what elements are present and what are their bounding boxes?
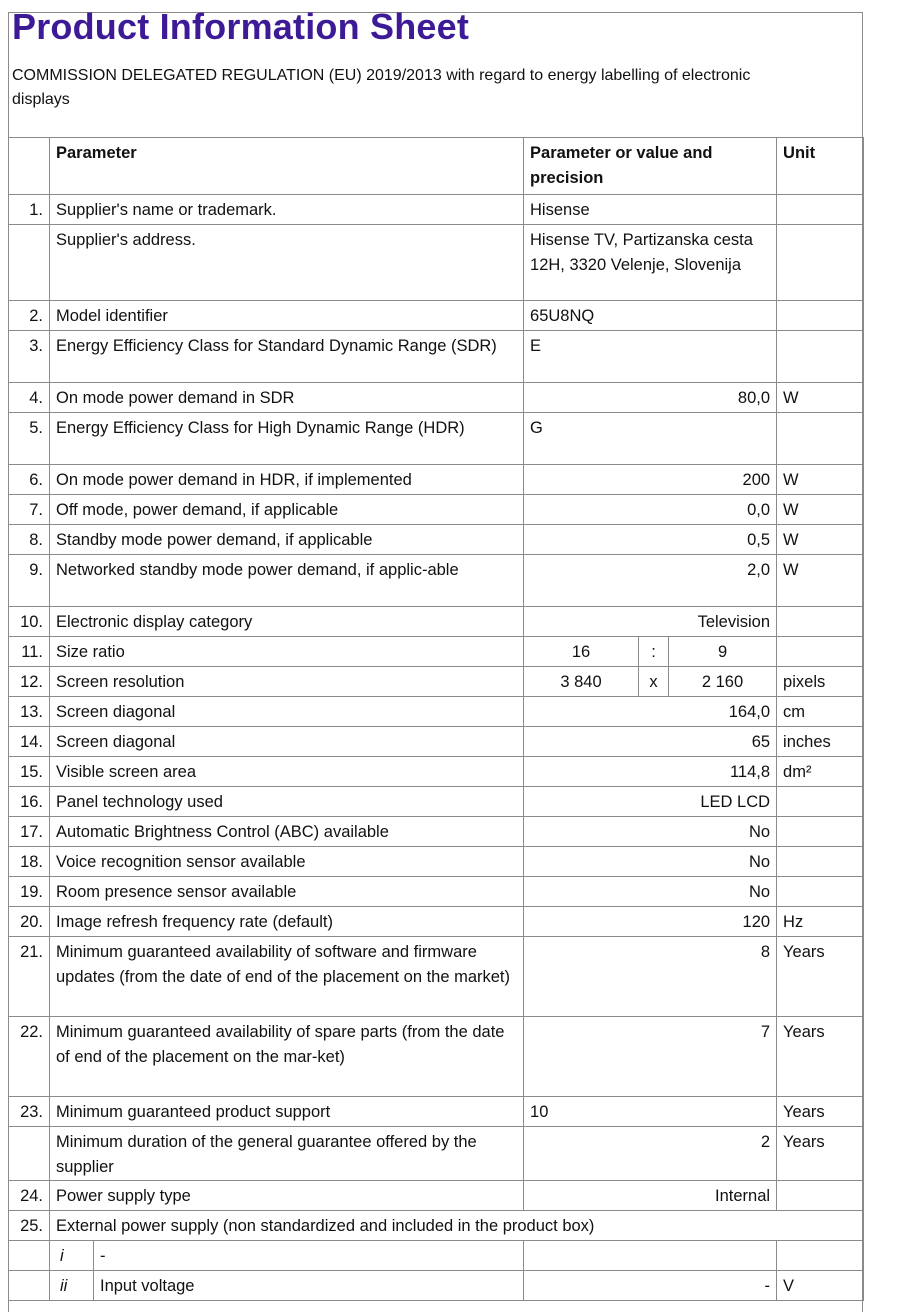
row-unit: inches — [777, 727, 864, 757]
row-parameter: On mode power demand in HDR, if implemented — [50, 465, 524, 495]
row-unit — [777, 1181, 864, 1211]
row-value: Hisense TV, Partizanska cesta 12H, 3320 Velenje, Slovenija — [524, 225, 777, 301]
row-parameter: Supplier's name or trademark. — [50, 195, 524, 225]
row-unit — [777, 413, 864, 465]
row-value: 65U8NQ — [524, 301, 777, 331]
row-parameter: Screen resolution — [50, 667, 524, 697]
row-value: 7 — [524, 1017, 777, 1097]
row-unit: Years — [777, 937, 864, 1017]
subrow-unit: V — [777, 1271, 864, 1301]
row-parameter: Energy Efficiency Class for Standard Dynamic Range (SDR) — [50, 331, 524, 383]
table-row — [9, 525, 864, 555]
table-subrow — [9, 1271, 864, 1301]
table-row — [9, 331, 864, 383]
row-number: 11. — [9, 637, 50, 667]
subrow-parameter: Input voltage — [94, 1271, 524, 1301]
row-number: 24. — [9, 1181, 50, 1211]
table-row — [9, 465, 864, 495]
row-number: 13. — [9, 697, 50, 727]
row-unit: Years — [777, 1127, 864, 1181]
row-parameter: Standby mode power demand, if applicable — [50, 525, 524, 555]
row-unit: cm — [777, 697, 864, 727]
table-row — [9, 907, 864, 937]
table-row — [9, 607, 864, 637]
table-row — [9, 383, 864, 413]
row-number: 15. — [9, 757, 50, 787]
table-header-row — [9, 138, 864, 195]
row-unit — [777, 637, 864, 667]
row-value: Hisense — [524, 195, 777, 225]
row-number: 17. — [9, 817, 50, 847]
row-number: 2. — [9, 301, 50, 331]
row-unit: W — [777, 555, 864, 607]
row-number: 1. — [9, 195, 50, 225]
row-parameter: Room presence sensor available — [50, 877, 524, 907]
row-parameter: On mode power demand in SDR — [50, 383, 524, 413]
row-unit: W — [777, 465, 864, 495]
row-parameter: Image refresh frequency rate (default) — [50, 907, 524, 937]
row-value: 200 — [524, 465, 777, 495]
row-number: 18. — [9, 847, 50, 877]
row-number: 20. — [9, 907, 50, 937]
row-parameter: Supplier's address. — [50, 225, 524, 301]
row-parameter: Automatic Brightness Control (ABC) available — [50, 817, 524, 847]
row-unit — [777, 195, 864, 225]
table-row — [9, 301, 864, 331]
row-value: 10 — [524, 1097, 777, 1127]
row-parameter: Screen diagonal — [50, 727, 524, 757]
row-number: 5. — [9, 413, 50, 465]
row-unit — [777, 847, 864, 877]
row-value: 2,0 — [524, 555, 777, 607]
row-number: 3. — [9, 331, 50, 383]
regulation-subtitle: COMMISSION DELEGATED REGULATION (EU) 2019/2013 with regard to energy labelling of electronic displays — [12, 67, 751, 108]
subrow-roman: i — [50, 1241, 94, 1271]
row-value-separator: : — [639, 637, 669, 667]
row-parameter: Electronic display category — [50, 607, 524, 637]
row-parameter: Size ratio — [50, 637, 524, 667]
row-value: 80,0 — [524, 383, 777, 413]
row-value: 114,8 — [524, 757, 777, 787]
row-unit: W — [777, 525, 864, 555]
row-parameter: Visible screen area — [50, 757, 524, 787]
row-unit — [777, 787, 864, 817]
row-parameter: Model identifier — [50, 301, 524, 331]
table-subrow — [9, 1241, 864, 1271]
row-value: Television — [524, 607, 777, 637]
row-parameter: Networked standby mode power demand, if applic-able — [50, 555, 524, 607]
row-unit: Years — [777, 1097, 864, 1127]
subrow-unit — [777, 1241, 864, 1271]
header-unit: Unit — [777, 138, 864, 195]
header-no-cell — [9, 138, 50, 195]
row-number: 22. — [9, 1017, 50, 1097]
row-unit — [777, 225, 864, 301]
row-number: 10. — [9, 607, 50, 637]
row-number: 9. — [9, 555, 50, 607]
row-number: 16. — [9, 787, 50, 817]
row-parameter: External power supply (non standardized and included in the product box) — [50, 1211, 864, 1241]
table-row — [9, 667, 864, 697]
row-value: 2 — [524, 1127, 777, 1181]
row-number: 4. — [9, 383, 50, 413]
row-value: 120 — [524, 907, 777, 937]
row-unit — [777, 331, 864, 383]
table-row — [9, 1127, 864, 1181]
subrow-blank — [9, 1271, 50, 1301]
row-unit — [777, 877, 864, 907]
row-parameter: Panel technology used — [50, 787, 524, 817]
row-value: E — [524, 331, 777, 383]
header-parameter: Parameter — [50, 138, 524, 195]
row-number — [9, 225, 50, 301]
row-unit: W — [777, 383, 864, 413]
row-unit: Hz — [777, 907, 864, 937]
table-row — [9, 757, 864, 787]
row-number: 7. — [9, 495, 50, 525]
subrow-parameter: - — [94, 1241, 524, 1271]
table-row — [9, 413, 864, 465]
table-row — [9, 1017, 864, 1097]
row-unit — [777, 301, 864, 331]
row-value-second: 9 — [669, 637, 777, 667]
row-parameter: Minimum guaranteed availability of software and firmware updates (from the date of end of the placement on the market) — [50, 937, 524, 1017]
row-number: 25. — [9, 1211, 50, 1241]
row-parameter: Minimum duration of the general guarantee offered by the supplier — [50, 1127, 524, 1181]
header-value: Parameter or value and precision — [524, 138, 777, 195]
row-value: G — [524, 413, 777, 465]
row-value-second: 2 160 — [669, 667, 777, 697]
row-value: 0,0 — [524, 495, 777, 525]
table-row — [9, 697, 864, 727]
table-row — [9, 847, 864, 877]
row-number: 6. — [9, 465, 50, 495]
table-row — [9, 877, 864, 907]
subrow-value: - — [524, 1271, 777, 1301]
subrow-value — [524, 1241, 777, 1271]
row-parameter: Voice recognition sensor available — [50, 847, 524, 877]
row-value: LED LCD — [524, 787, 777, 817]
table-row — [9, 637, 864, 667]
table-row — [9, 817, 864, 847]
row-unit: W — [777, 495, 864, 525]
table-row — [9, 787, 864, 817]
row-value: 65 — [524, 727, 777, 757]
row-value: 0,5 — [524, 525, 777, 555]
row-value-first: 3 840 — [524, 667, 639, 697]
row-number: 23. — [9, 1097, 50, 1127]
row-value: 8 — [524, 937, 777, 1017]
table-row — [9, 225, 864, 301]
table-row — [9, 937, 864, 1017]
row-value-separator: x — [639, 667, 669, 697]
table-row — [9, 555, 864, 607]
row-number: 14. — [9, 727, 50, 757]
page-title: Product Information Sheet — [12, 6, 470, 47]
row-value: 164,0 — [524, 697, 777, 727]
row-parameter: Off mode, power demand, if applicable — [50, 495, 524, 525]
table-row — [9, 195, 864, 225]
table-row — [9, 1097, 864, 1127]
table-row — [9, 1181, 864, 1211]
row-number: 8. — [9, 525, 50, 555]
row-parameter: Minimum guaranteed product support — [50, 1097, 524, 1127]
row-unit — [777, 817, 864, 847]
row-unit — [777, 607, 864, 637]
row-number — [9, 1127, 50, 1181]
row-number: 19. — [9, 877, 50, 907]
row-value: No — [524, 877, 777, 907]
row-number: 12. — [9, 667, 50, 697]
row-number: 21. — [9, 937, 50, 1017]
row-value: No — [524, 817, 777, 847]
table-row — [9, 727, 864, 757]
row-unit: pixels — [777, 667, 864, 697]
table-row — [9, 495, 864, 525]
row-unit: Years — [777, 1017, 864, 1097]
row-parameter: Energy Efficiency Class for High Dynamic Range (HDR) — [50, 413, 524, 465]
row-value: Internal — [524, 1181, 777, 1211]
subrow-roman: ii — [50, 1271, 94, 1301]
row-parameter: Screen diagonal — [50, 697, 524, 727]
row-value: No — [524, 847, 777, 877]
row-unit: dm² — [777, 757, 864, 787]
table-row — [9, 1211, 864, 1241]
subrow-blank — [9, 1241, 50, 1271]
product-info-table — [8, 137, 864, 1301]
row-parameter: Minimum guaranteed availability of spare parts (from the date of end of the placement on the mar-ket) — [50, 1017, 524, 1097]
row-parameter: Power supply type — [50, 1181, 524, 1211]
row-value-first: 16 — [524, 637, 639, 667]
